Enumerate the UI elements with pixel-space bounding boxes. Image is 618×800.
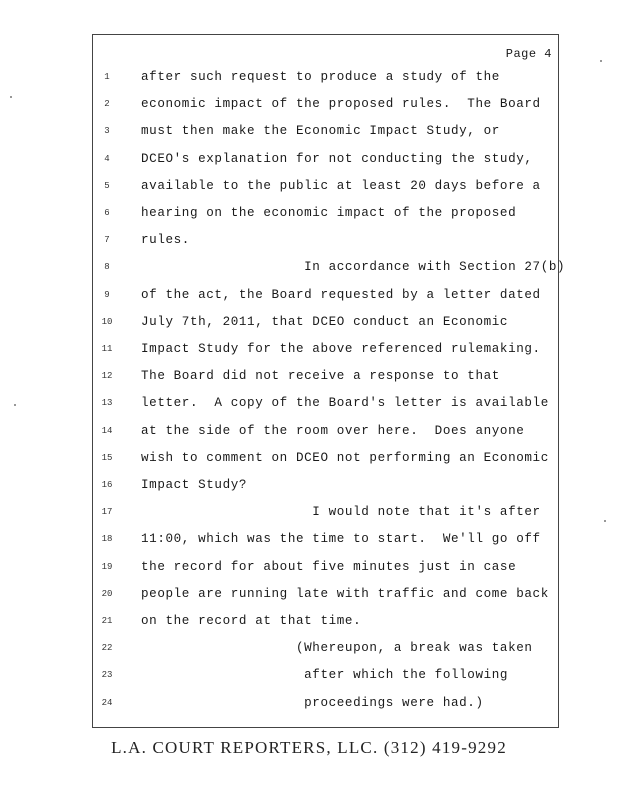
line-number: 16 [101,480,113,490]
line-text: proceedings were had.) [141,695,484,710]
transcript-line [93,502,560,522]
line-number: 10 [101,316,113,327]
line-number: 11 [101,344,113,354]
transcript-line [93,529,560,549]
line-text: rules. [141,233,190,248]
line-text: economic impact of the proposed rules. The Board [141,97,541,112]
line-text: hearing on the economic impact of the proposed [141,206,517,220]
line-number: 22 [101,643,113,654]
transcript-line [93,67,560,87]
transcript-line [93,475,560,495]
line-number: 18 [101,534,113,545]
line-number: 13 [101,398,113,409]
transcript-line [93,448,560,468]
line-text: people are running late with traffic and come back [141,586,549,601]
page-number: Page 4 [505,47,552,61]
transcript-line [93,638,560,658]
transcript-line [93,665,560,685]
transcript-line [93,584,560,604]
line-text: after such request to produce a study of the [141,70,500,84]
line-text: wish to comment on DCEO not performing an Economic [141,450,549,465]
line-text: letter. A copy of the Board's letter is available [141,396,549,411]
transcript-page [92,34,566,728]
line-text: (Whereupon, a break was taken [141,641,533,656]
line-number: 20 [101,588,113,599]
line-text: I would note that it's after [141,505,541,520]
transcript-line [93,312,560,332]
line-text: 11:00, which was the time to start. We'll go off [141,532,541,547]
line-number: 24 [101,697,113,708]
line-text: Impact Study for the above referenced rulemaking. [141,342,541,356]
line-number: 19 [101,561,113,572]
transcript-line [93,339,560,359]
line-text: DCEO's explanation for not conducting the study, [141,151,533,166]
line-number: 9 [104,289,110,300]
transcript-line [93,94,560,114]
scan-speck [14,404,16,406]
transcript-line [93,611,560,631]
transcript-line [93,203,560,223]
transcript-line [93,121,560,141]
line-number: 15 [101,452,113,463]
transcript-line [93,257,566,277]
line-number: 23 [101,670,113,681]
line-number: 1 [104,72,110,82]
line-text: on the record at that time. [141,614,362,628]
line-number: 6 [104,208,110,218]
transcript-line [93,366,560,386]
line-number: 12 [101,371,113,382]
line-text: Impact Study? [141,478,248,492]
transcript-line [93,176,560,196]
transcript-line [93,557,560,577]
line-text: July 7th, 2011, that DCEO conduct an Economic [141,314,509,329]
line-number: 14 [101,425,113,436]
transcript-line [93,693,560,713]
transcript-line [93,230,560,250]
line-number: 2 [104,99,110,110]
scan-speck [604,520,606,522]
scan-speck [10,96,12,98]
transcript-line [93,285,560,305]
line-text: at the side of the room over here. Does anyone [141,423,525,438]
transcript-line [93,421,560,441]
line-number: 5 [104,180,110,191]
transcript-line [93,393,560,413]
line-text: must then make the Economic Impact Study, or [141,124,500,139]
line-text: after which the following [141,668,509,683]
line-text: In accordance with Section 27(b) [141,260,566,275]
line-number: 3 [104,126,110,137]
line-text: The Board did not receive a response to that [141,369,500,384]
scan-speck [600,60,602,62]
line-text: available to the public at least 20 days before a [141,178,541,193]
line-text: the record for about five minutes just in case [141,559,517,574]
line-number: 17 [101,507,113,518]
line-text: of the act, the Board requested by a letter dated [141,287,541,302]
line-number: 21 [101,616,113,626]
court-reporter-footer: L.A. COURT REPORTERS, LLC. (312) 419-9292 [111,738,507,757]
line-number: 7 [104,235,110,246]
line-number: 8 [104,262,110,273]
line-number: 4 [104,153,110,164]
transcript-line [93,149,560,169]
